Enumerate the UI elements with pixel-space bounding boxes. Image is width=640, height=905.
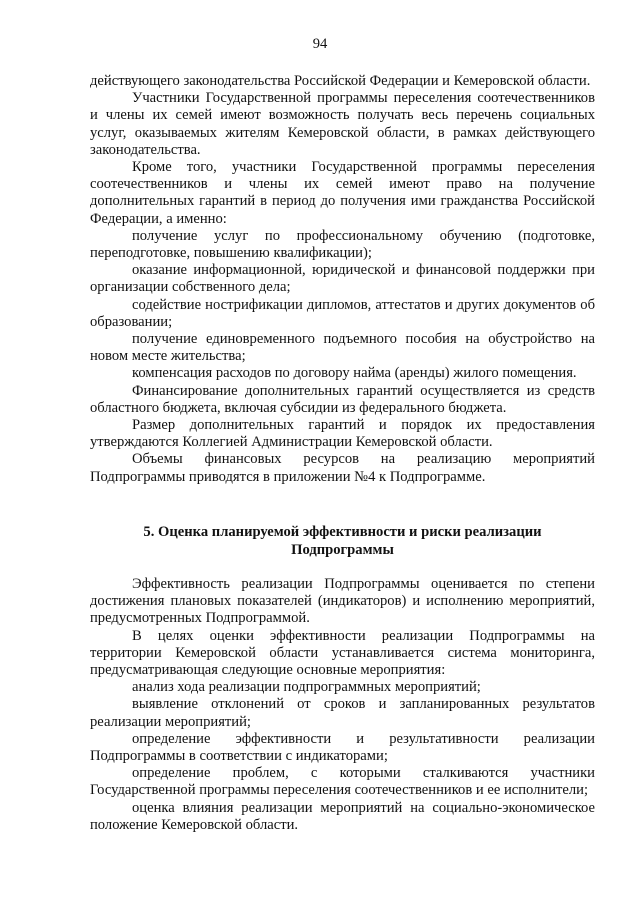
section-5-body	[90, 576, 595, 834]
list-item: определение проблем, с которыми сталкиваются участники Государственной программы переселения соотечественников и ее исполнители;	[90, 765, 595, 799]
section-heading-line: Подпрограммы	[291, 541, 394, 558]
paragraph: В целях оценки эффективности реализации Подпрограммы на территории Кемеровской области устанавливается система мониторинга, предусматривающая следующие основные мероприятия:	[90, 627, 595, 679]
paragraph: Эффективность реализации Подпрограммы оценивается по степени достижения плановых показателей (индикаторов) и исполнению мероприятий, предусмотренных Подпрограммой.	[90, 576, 595, 627]
paragraph: Размер дополнительных гарантий и порядок их предоставления утверждаются Коллегией Администрации Кемеровской области.	[90, 417, 595, 451]
list-item: компенсация расходов по договору найма (аренды) жилого помещения.	[132, 365, 577, 382]
paragraph: Объемы финансовых ресурсов на реализацию мероприятий Подпрограммы приводятся в приложении №4 к Подпрограмме.	[90, 451, 595, 485]
list-item: оценка влияния реализации мероприятий на социально-экономическое положение Кемеровской области.	[90, 799, 595, 833]
list-item: анализ хода реализации подпрограммных мероприятий;	[132, 679, 481, 696]
section-heading-line: 5. Оценка планируемой эффективности и риски реализации	[143, 524, 542, 540]
paragraph: действующего законодательства Российской Федерации и Кемеровской области.	[90, 73, 591, 89]
section-heading	[90, 524, 595, 559]
paragraph: Финансирование дополнительных гарантий осуществляется из средств областного бюджета, включая субсидии из федерального бюджета.	[90, 382, 595, 416]
page-number: 94	[312, 36, 328, 52]
list-item: выявление отклонений от сроков и запланированных результатов реализации мероприятий;	[90, 696, 595, 730]
list-item: содействие нострификации дипломов, аттестатов и других документов об образовании;	[90, 296, 595, 330]
list-item: определение эффективности и результативности реализации Подпрограммы в соответствии с индикаторами;	[90, 730, 595, 765]
paragraph: Участники Государственной программы переселения соотечественников и члены их семей имеют возможность получать весь перечень социальных услуг, оказываемых жителям Кемеровской области, в рамках действующего законодательства.	[90, 90, 595, 158]
list-item: получение единовременного подъемного пособия на обустройство на новом месте жительства;	[90, 331, 595, 365]
list-item: оказание информационной, юридической и финансовой поддержки при организации собственного дела;	[90, 262, 595, 296]
paragraph: Кроме того, участники Государственной программы переселения соотечественников и члены их семей имеют право на получение дополнительных гарантий в период до получения ими гражданства Российской Федерации, а именно:	[90, 159, 595, 227]
list-item: получение услуг по профессиональному обучению (подготовке, переподготовке, повышению квалификации);	[90, 227, 595, 262]
section-continuation	[90, 73, 595, 486]
